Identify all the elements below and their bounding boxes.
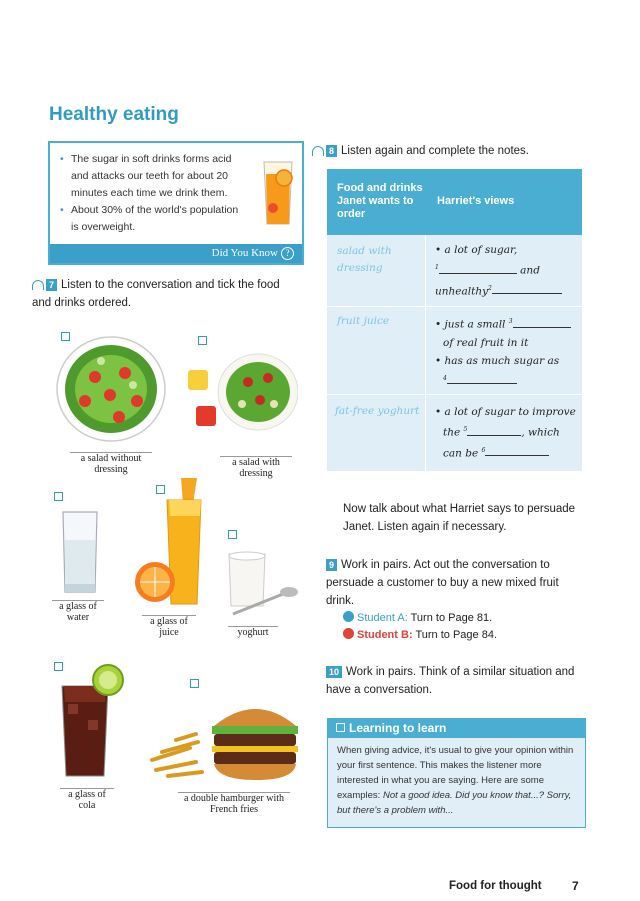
column-header: Harriet's views: [437, 195, 515, 207]
exercise-7-instruction: [32, 276, 302, 312]
exercise-9: [326, 556, 588, 610]
headphones-icon: [312, 146, 324, 156]
instruction-text: Work in pairs. Think of a similar situation and have a conversation.: [326, 666, 575, 696]
tick-box[interactable]: [228, 530, 237, 539]
learning-to-learn-box: [327, 718, 586, 828]
exercise-number: 8: [326, 145, 337, 157]
item-caption: a glass of water: [52, 600, 104, 623]
exercise-8-instruction: [312, 142, 592, 160]
juice-glass-image: [133, 476, 211, 611]
salad-with-dressing-image: [186, 350, 298, 440]
item-caption: a double hamburger with French fries: [178, 792, 290, 815]
student-a-text: Turn to Page 81.: [410, 612, 493, 624]
notes-table: [327, 169, 582, 471]
did-you-know-label: Did You Know: [211, 247, 278, 259]
exercise-number: 10: [326, 666, 342, 678]
answer-blank[interactable]: [513, 318, 571, 328]
tick-box[interactable]: [190, 679, 199, 688]
exercise-number: 9: [326, 559, 337, 571]
table-cell-food: salad with dressing: [337, 245, 392, 274]
tick-box[interactable]: [54, 492, 63, 501]
square-icon: [336, 723, 345, 732]
question-icon: ?: [281, 247, 294, 260]
student-a-line: [343, 610, 583, 627]
table-cell-notes: • a lot of sugar, $^1$ and unhealthy$^2$: [435, 241, 577, 300]
table-cell-notes: • a lot of sugar to improve the $^5$ , which can be $^6$: [435, 406, 576, 459]
did-you-know-bar: [50, 244, 302, 263]
learning-to-learn-title: Learning to learn: [349, 721, 447, 735]
instruction-text: Listen to the conversation and tick the food and drinks ordered.: [32, 279, 280, 309]
water-glass-image: [60, 510, 100, 596]
follow-up-text: Now talk about what Harriet says to persuade Janet. Listen again if necessary.: [343, 503, 576, 533]
fact-list: [50, 143, 255, 236]
item-caption: a glass of juice: [142, 615, 196, 638]
learning-to-learn-header: [328, 719, 585, 738]
answer-blank[interactable]: [439, 264, 517, 274]
headphones-icon: [32, 280, 44, 290]
footer-unit-title: Food for thought: [449, 880, 542, 892]
exercise-number: 7: [46, 279, 57, 291]
fact-item: • About 30% of the world's population is overweight.: [60, 202, 247, 236]
section-title: Healthy eating: [49, 104, 179, 125]
answer-blank[interactable]: [467, 426, 521, 436]
page-number: 7: [572, 879, 579, 893]
cola-glass-image: [58, 664, 126, 782]
yoghurt-image: [225, 548, 300, 620]
student-a-icon: [343, 611, 354, 622]
student-b-icon: [343, 628, 354, 639]
learning-to-learn-text: When giving advice, it's usual to give your opinion within your first sentence. This makes the listener more interested in what you are saying. Here are some examples: Not a good idea. Did you know that...? Sorry, but there's a problem with...: [337, 745, 574, 816]
fact-item: • The sugar in soft drinks forms acid and attacks our teeth for about 20 minutes each time we drink them.: [60, 151, 247, 202]
student-a-label: Student A:: [357, 612, 408, 624]
instruction-text: Work in pairs. Act out the conversation to persuade a customer to buy a new mixed fruit drink.: [326, 559, 559, 607]
table-cell-notes: • just a small $^3$ of real fruit in it • has as much sugar as $^4$: [435, 313, 577, 390]
answer-blank[interactable]: [447, 374, 517, 384]
column-header: Food and drinks Janet wants to order: [337, 182, 423, 220]
item-caption: a glass of cola: [60, 788, 114, 811]
item-caption: a salad without dressing: [70, 452, 152, 475]
tick-box[interactable]: [198, 336, 207, 345]
student-b-text: Turn to Page 84.: [415, 629, 498, 641]
instruction-text: Listen again and complete the notes.: [341, 145, 529, 157]
answer-blank[interactable]: [492, 284, 562, 294]
item-caption: a salad with dressing: [220, 456, 292, 479]
table-header: [327, 169, 582, 235]
student-b-label: Student B:: [357, 629, 413, 641]
hamburger-fries-image: [146, 696, 300, 784]
item-caption: yoghurt: [228, 626, 278, 638]
exercise-10: [326, 663, 588, 699]
answer-blank[interactable]: [485, 446, 549, 456]
salad-without-dressing-image: [55, 335, 167, 443]
student-b-line: [343, 627, 583, 644]
table-cell-food: fat-free yoghurt: [335, 405, 420, 417]
table-cell-food: fruit juice: [337, 315, 390, 327]
orange-juice-glass-image: [262, 158, 294, 228]
